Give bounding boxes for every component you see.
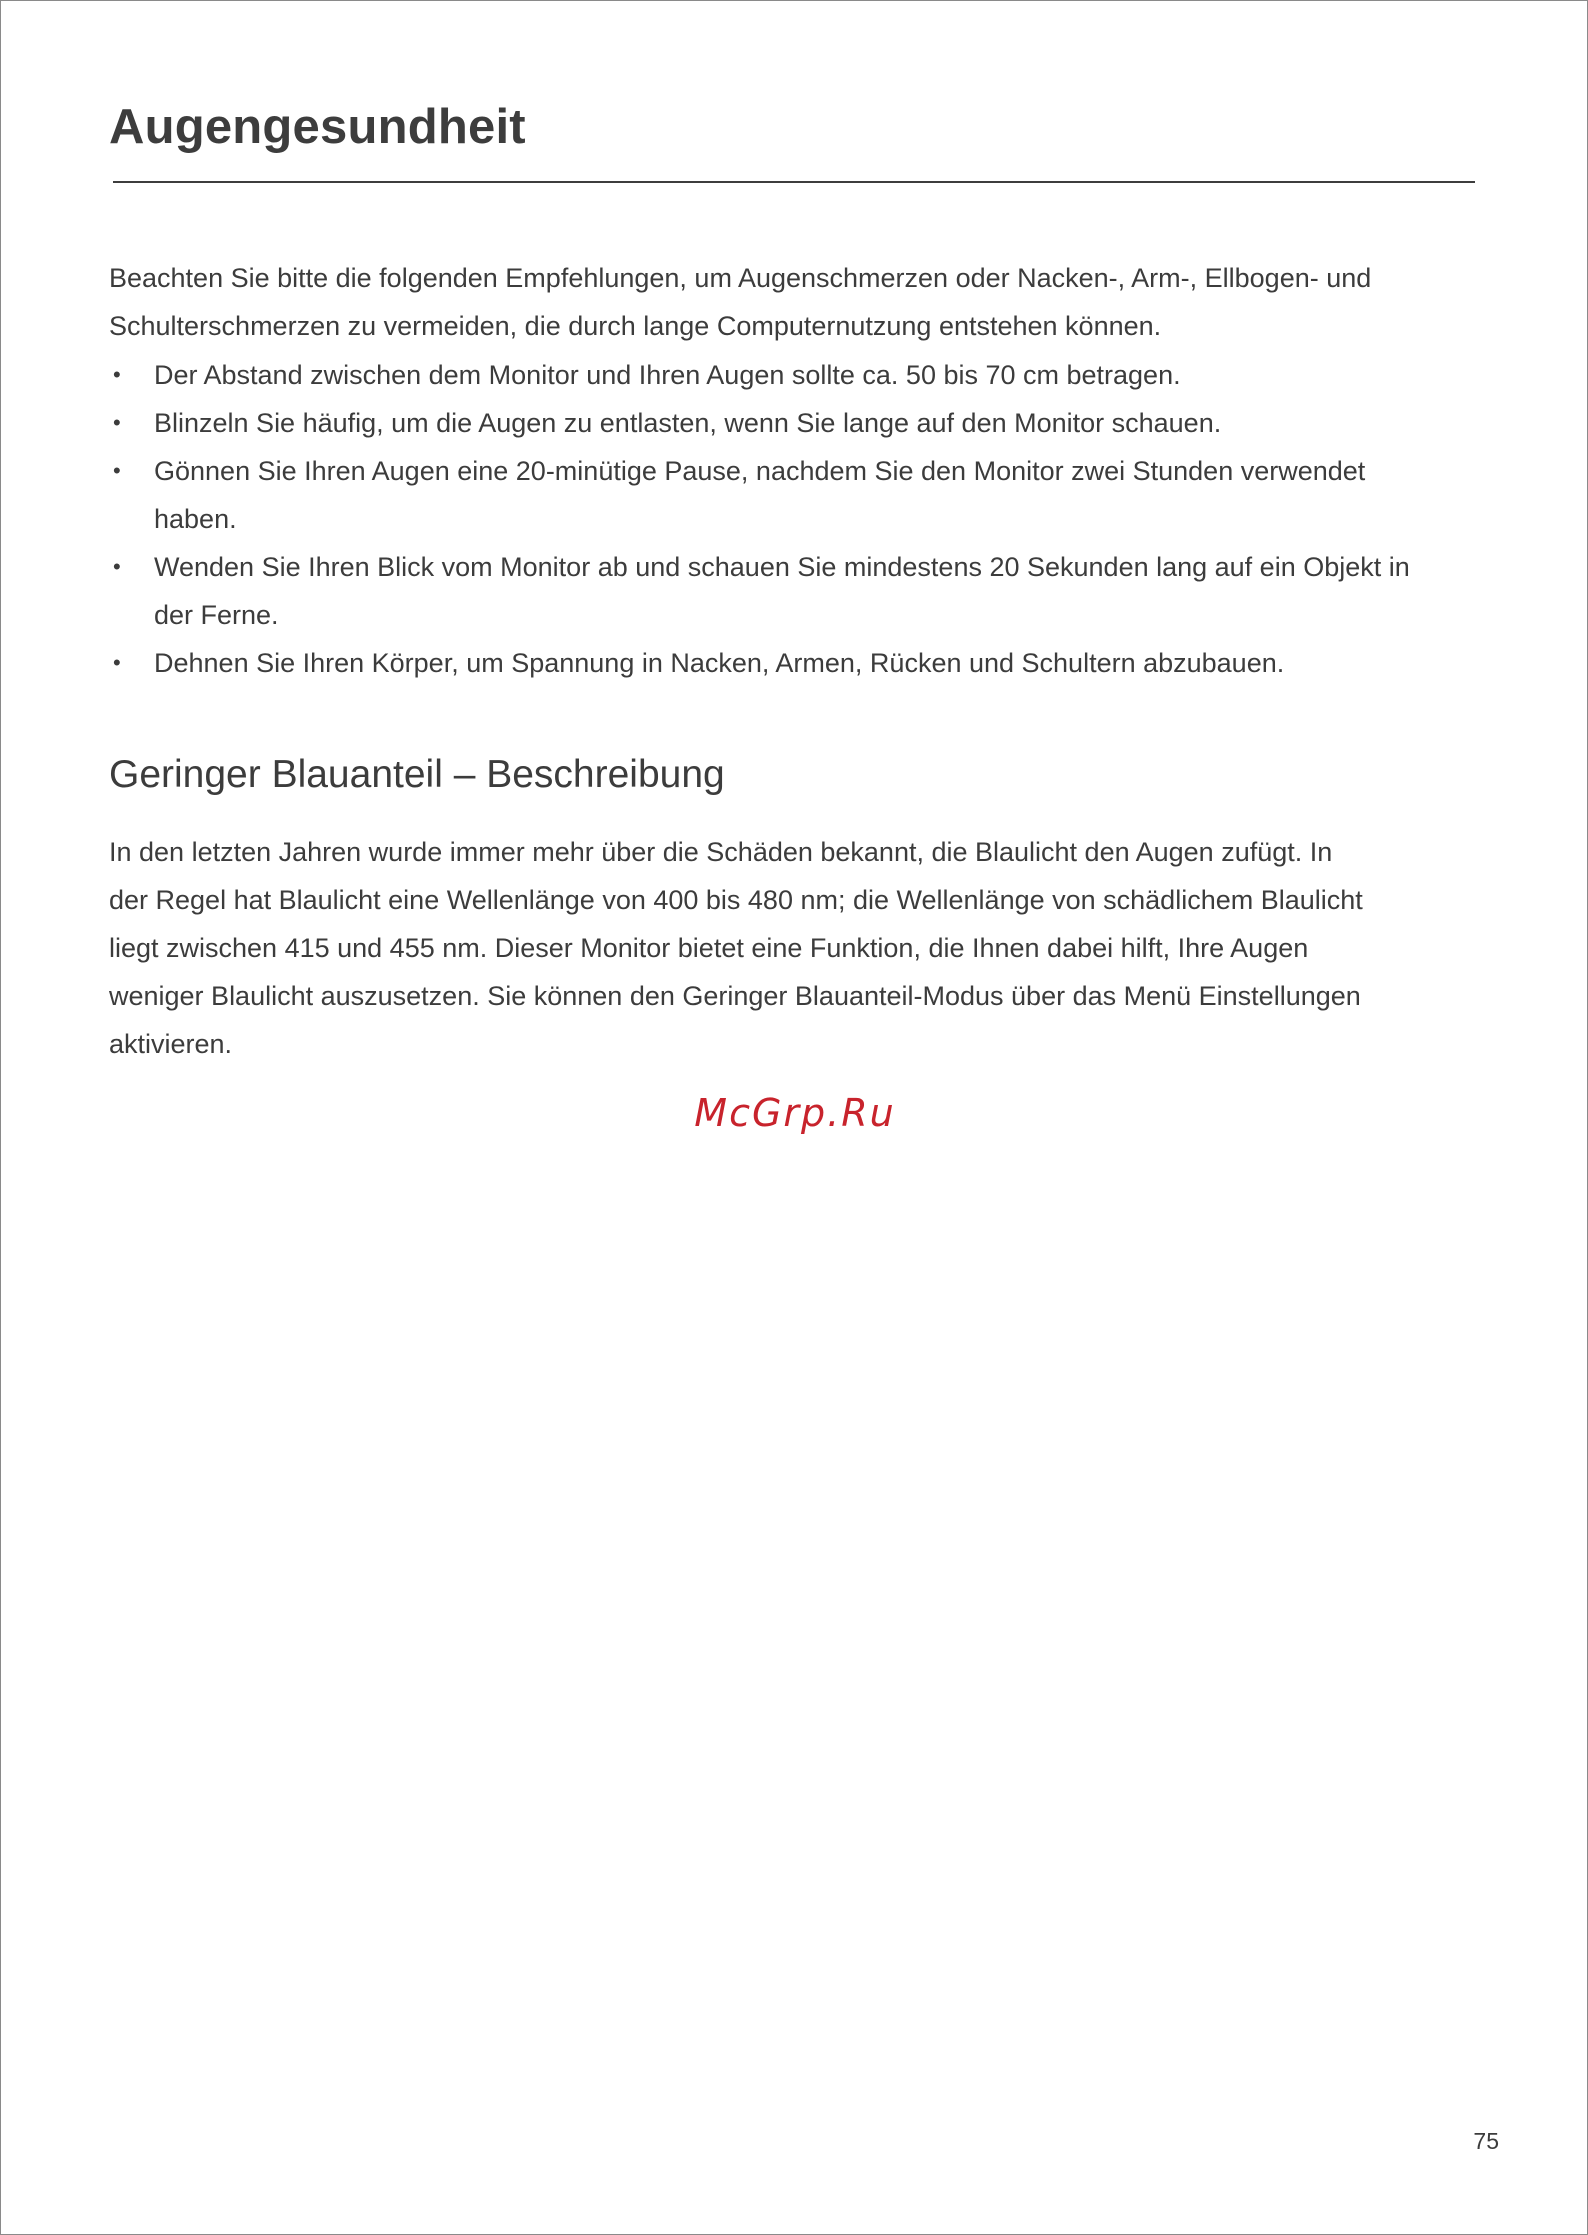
bullet-icon: • <box>113 410 121 435</box>
eye-health-tips-list <box>109 351 1529 687</box>
list-item-text: Blinzeln Sie häufig, um die Augen zu entlasten, wenn Sie lange auf den Monitor schauen. <box>154 408 1222 438</box>
intro-paragraph <box>109 254 1509 350</box>
list-item-text: Gönnen Sie Ihren Augen eine 20-minütige Pause, nachdem Sie den Monitor zwei Stunden verwendet <box>154 456 1366 486</box>
list-item-text: haben. <box>154 504 237 534</box>
list-item-text: der Ferne. <box>154 600 279 630</box>
bullet-icon: • <box>113 458 121 483</box>
bullet-icon: • <box>113 650 121 675</box>
title-divider <box>113 181 1475 183</box>
section-line: aktivieren. <box>109 1029 233 1059</box>
section-line: liegt zwischen 415 und 455 nm. Dieser Monitor bietet eine Funktion, die Ihnen dabei hilft, Ihre Augen <box>109 933 1309 963</box>
list-item <box>109 351 1529 399</box>
page-title: Augengesundheit <box>109 100 526 154</box>
list-item-text: Dehnen Sie Ihren Körper, um Spannung in Nacken, Armen, Rücken und Schultern abzubauen. <box>154 648 1285 678</box>
bullet-icon: • <box>113 554 121 579</box>
watermark: McGrp.Ru <box>694 1091 896 1135</box>
section-heading: Geringer Blauanteil – Beschreibung <box>109 753 725 796</box>
intro-line: Schulterschmerzen zu vermeiden, die durch lange Computernutzung entstehen können. <box>109 311 1162 341</box>
list-item <box>109 543 1529 639</box>
list-item <box>109 399 1529 447</box>
section-line: In den letzten Jahren wurde immer mehr über die Schäden bekannt, die Blaulicht den Augen zufügt. In <box>109 837 1333 867</box>
section-paragraph <box>109 828 1529 1068</box>
section-line: weniger Blaulicht auszusetzen. Sie können den Geringer Blauanteil-Modus über das Menü Einstellungen <box>109 981 1361 1011</box>
page-number: 75 <box>1473 2128 1499 2154</box>
list-item-text: Der Abstand zwischen dem Monitor und Ihren Augen sollte ca. 50 bis 70 cm betragen. <box>154 360 1181 390</box>
bullet-icon: • <box>113 362 121 387</box>
list-item-text: Wenden Sie Ihren Blick vom Monitor ab und schauen Sie mindestens 20 Sekunden lang auf ein Objekt in <box>154 552 1410 582</box>
section-line: der Regel hat Blaulicht eine Wellenlänge von 400 bis 480 nm; die Wellenlänge von schädlichem Blaulicht <box>109 885 1363 915</box>
intro-line: Beachten Sie bitte die folgenden Empfehlungen, um Augenschmerzen oder Nacken-, Arm-, Ellbogen- und <box>109 263 1372 293</box>
list-item <box>109 639 1529 687</box>
list-item <box>109 447 1529 543</box>
